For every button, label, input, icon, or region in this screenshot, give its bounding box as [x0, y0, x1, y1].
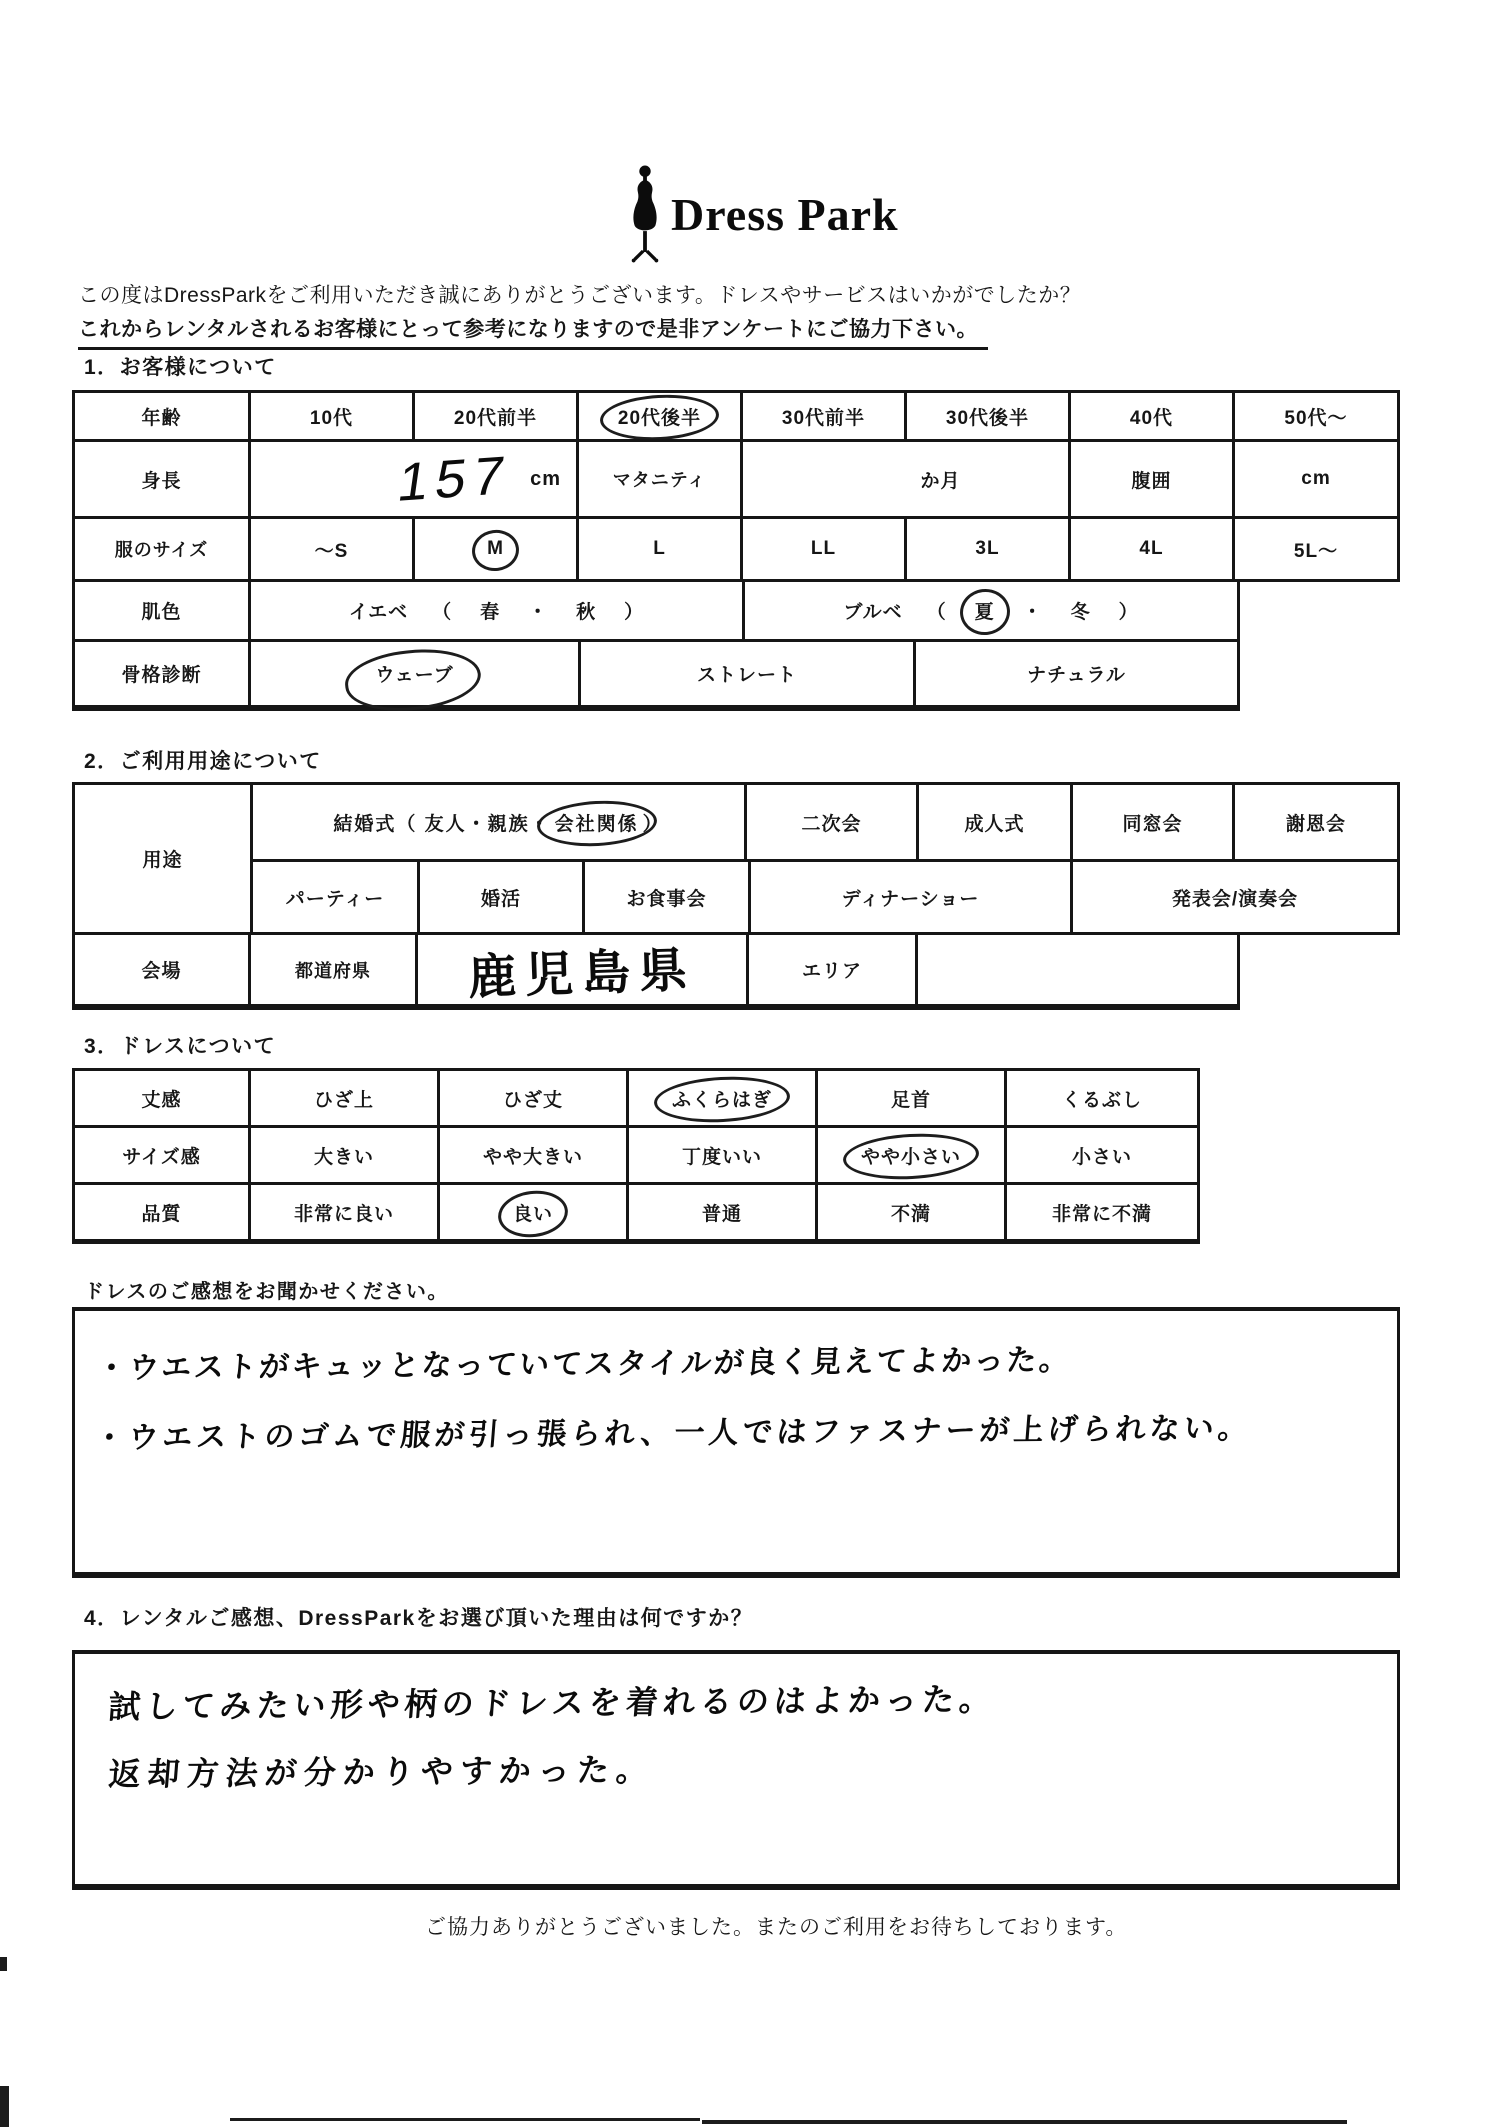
- quality-option-very-good: 非常に良い: [251, 1185, 440, 1239]
- height-label: 身長: [75, 442, 251, 516]
- usage-label-cell: 用途: [72, 782, 253, 935]
- venue-area-value: [918, 935, 1237, 1004]
- section3-heading: 3．ドレスについて: [84, 1035, 277, 1058]
- height-value-cell: [251, 442, 579, 516]
- age-label: 年齢: [75, 393, 251, 439]
- usage-option-reunion: 同窓会: [1073, 785, 1235, 859]
- height-row: [72, 439, 1400, 519]
- maternity-months-label: か月: [743, 442, 1071, 516]
- quality-option-dissatisfied: 不満: [818, 1185, 1007, 1239]
- fit-option-big: 大きい: [251, 1128, 440, 1182]
- length-option-knee: ひざ丈: [440, 1071, 629, 1125]
- size-option-ll: LL: [743, 519, 907, 579]
- size-option-l: L: [579, 519, 743, 579]
- usage-row-2: [250, 859, 1400, 935]
- section4-heading: 4．レンタルご感想、DressParkをお選び頂いた理由は何ですか？: [84, 1607, 754, 1630]
- reason-line-1: 試してみたい形や柄のドレスを着れるのはよかった。: [107, 1681, 998, 1725]
- venue-area-label: エリア: [749, 935, 918, 1004]
- usage-option-dinner-meeting: お食事会: [585, 862, 751, 932]
- age-option-50s: 50代～: [1284, 407, 1348, 429]
- frame-option-natural: ナチュラル: [1027, 665, 1126, 686]
- feedback-line-1: ・ウエストがキュッとなっていてスタイルが良く見えてよかった。: [95, 1343, 1073, 1386]
- dress-form-icon: [626, 164, 664, 264]
- length-option-anklebone: くるぶし: [1061, 1089, 1142, 1111]
- usage-option-dinner-show: ディナーショー: [751, 862, 1073, 932]
- height-unit: cm: [530, 467, 562, 490]
- feedback-answer-box: [72, 1307, 1400, 1578]
- quality-option-good: 良い: [440, 1185, 629, 1239]
- age-option-early-30s: 30代前半: [743, 393, 907, 439]
- reason-answer-box: [72, 1650, 1400, 1890]
- length-label: 丈感: [75, 1071, 251, 1125]
- intro-text: この度はDressParkをご利用いただき誠にありがとうございます。ドレスやサービスはいかがでしたか？: [78, 284, 1082, 307]
- skin-option-winter: 冬: [1070, 602, 1091, 623]
- scan-artifact-line-2: [702, 2120, 1347, 2124]
- dress-length-row: [72, 1068, 1200, 1128]
- section2-heading: 2．ご利用用途について: [84, 750, 322, 773]
- size-option-m: M: [415, 519, 579, 579]
- fit-option-slightly-big: やや大きい: [440, 1128, 629, 1182]
- size-option-5l: 5L～: [1293, 540, 1339, 562]
- age-option-early-20s: 20代前半: [415, 393, 579, 439]
- prefecture-handwritten: 鹿児島県: [467, 944, 698, 1005]
- age-option-10s: 10代: [251, 393, 415, 439]
- size-option-3l: 3L: [907, 519, 1071, 579]
- age-row: [72, 390, 1400, 442]
- skin-blue-base-cell: ブルベ （ 夏 ・ 冬 ）: [745, 582, 1237, 639]
- frame-label: 骨格診断: [75, 642, 251, 705]
- brand-name: Dress Park: [671, 189, 899, 240]
- feedback-line-2: ・ウエストのゴムで服が引っ張られ、一人ではファスナーが上げられない。: [93, 1411, 1254, 1456]
- fit-label: サイズ感: [75, 1128, 251, 1182]
- usage-option-party: パーティー: [253, 862, 420, 932]
- frame-diagnosis-row: [72, 639, 1240, 711]
- usage-option-konkatsu: 婚活: [420, 862, 585, 932]
- venue-row: [72, 932, 1240, 1010]
- usage-row-1: [250, 782, 1400, 862]
- size-option-4l: 4L: [1071, 519, 1235, 579]
- height-value-handwritten: 157: [394, 445, 516, 513]
- dress-quality-row: [72, 1182, 1200, 1244]
- quality-option-very-dissatisfied: 非常に不満: [1051, 1203, 1152, 1225]
- frame-option-straight: ストレート: [581, 642, 916, 705]
- brand-logo: [626, 164, 899, 264]
- dress-fit-row: [72, 1125, 1200, 1185]
- scan-artifact-left-edge: [0, 1957, 7, 1971]
- length-option-ankle: 足首: [818, 1071, 1007, 1125]
- skin-option-summer: 夏: [971, 596, 999, 625]
- skin-yellow-label: イエベ: [348, 602, 409, 623]
- maternity-label: マタニティ: [579, 442, 743, 516]
- clothing-size-row: [72, 516, 1400, 582]
- age-option-late-30s: 30代後半: [907, 393, 1071, 439]
- scan-artifact-line-1: [230, 2118, 700, 2121]
- age-option-40s: 40代: [1071, 393, 1235, 439]
- skin-yellow-base-cell: イエベ （ 春 ・ 秋 ）: [251, 582, 745, 639]
- scan-artifact-corner: [0, 2086, 9, 2127]
- skin-tone-row: [72, 579, 1240, 642]
- venue-prefecture-label: 都道府県: [251, 935, 418, 1004]
- waist-unit: cm: [1301, 468, 1331, 489]
- usage-option-wedding-company: 会社関係: [551, 808, 643, 837]
- reason-line-2: 返却方法が分かりやすかった。: [107, 1751, 657, 1793]
- age-option-late-20s: 20代後半: [579, 393, 743, 439]
- usage-option-coming-of-age: 成人式: [919, 785, 1073, 859]
- size-option-s: ～S: [251, 519, 415, 579]
- fit-option-slightly-small: やや小さい: [818, 1128, 1007, 1182]
- feedback-prompt: ドレスのご感想をお聞かせください。: [84, 1281, 449, 1303]
- frame-option-wave: ウェーブ: [251, 642, 581, 705]
- venue-label: 会場: [75, 935, 251, 1004]
- usage-option-wedding: 結婚式（ 友人・親族・ 会社関係 ）: [253, 785, 747, 859]
- length-option-above-knee: ひざ上: [251, 1071, 440, 1125]
- footer-thanks-text: ご協力ありがとうございました。またのご利用をお待ちしております。: [425, 1916, 1128, 1939]
- fit-option-just-right: 丁度いい: [629, 1128, 818, 1182]
- fit-option-small: 小さい: [1071, 1146, 1132, 1168]
- usage-option-thanks-party: 謝恩会: [1285, 813, 1346, 835]
- skin-option-autumn: 秋: [576, 602, 597, 623]
- waist-label: 腹囲: [1071, 442, 1235, 516]
- length-option-calf: ふくらはぎ: [629, 1071, 818, 1125]
- usage-option-recital: 発表会/演奏会: [1171, 888, 1299, 910]
- skin-blue-label: ブルベ: [843, 602, 903, 623]
- section1-heading: 1．お客様について: [84, 356, 277, 379]
- quality-option-normal: 普通: [629, 1185, 818, 1239]
- size-label: 服のサイズ: [75, 519, 251, 579]
- skin-option-spring: 春: [480, 602, 501, 623]
- venue-prefecture-value: [418, 935, 749, 1004]
- usage-option-afterparty: 二次会: [747, 785, 919, 859]
- quality-label: 品質: [75, 1185, 251, 1239]
- skin-label: 肌色: [75, 582, 251, 639]
- intro-emphasis-text: これからレンタルされるお客様にとって参考になりますので是非アンケートにご協力下さい。: [78, 313, 988, 350]
